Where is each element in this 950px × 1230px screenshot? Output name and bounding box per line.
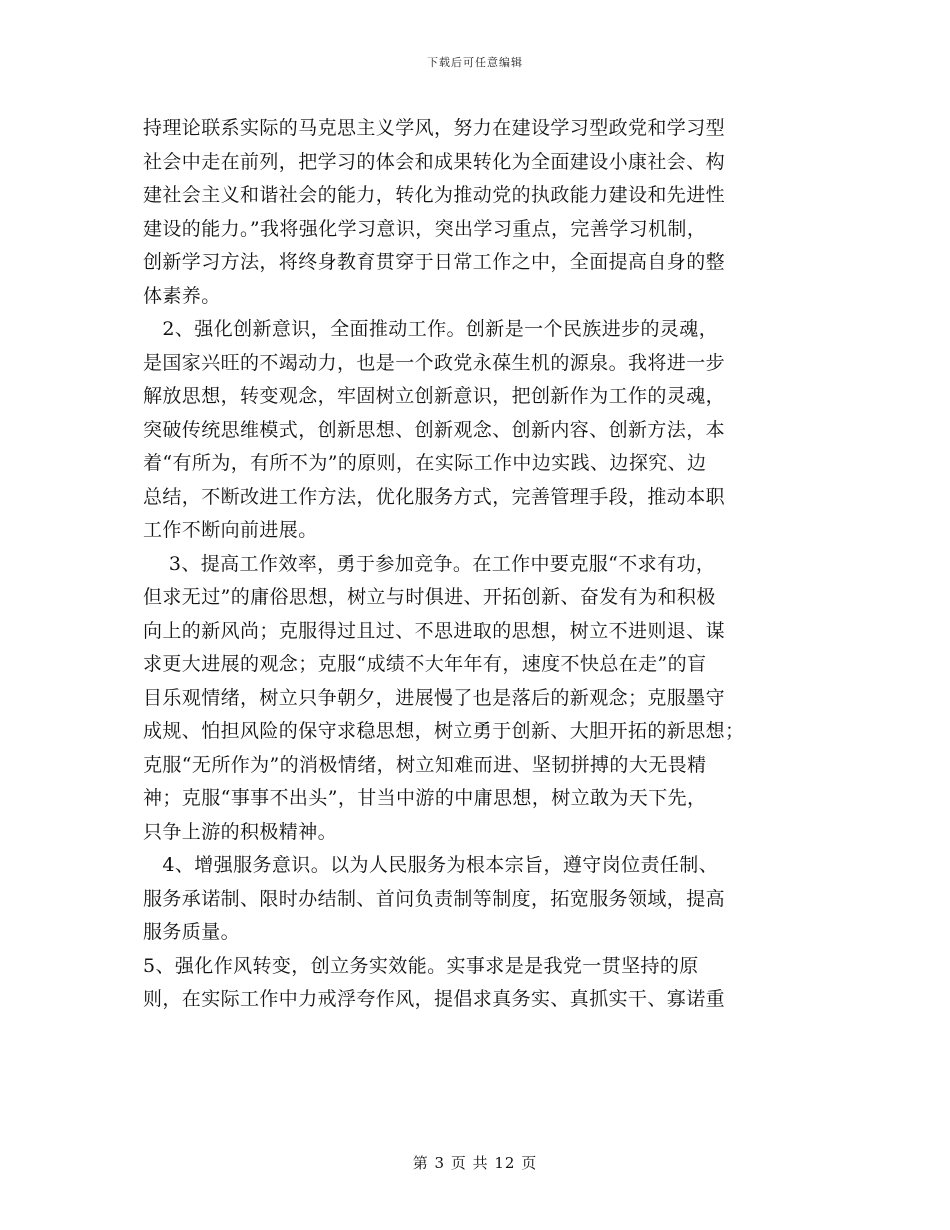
text-line: 5、强化作风转变，创立务实效能。实事求是是我党一贯坚持的原 <box>143 954 699 977</box>
text-line: 服务承诺制、限时办结制、首问负责制等制度，拓宽服务领域，提高 <box>143 887 726 910</box>
text-line: 创新学习方法，将终身教育贯穿于日常工作之中，全面提高自身的整 <box>143 251 726 273</box>
text-line: 目乐观情绪，树立只争朝夕，进展慢了也是落后的新观念；克服墨守 <box>143 686 726 709</box>
page-footer: 第 3 页 共 12 页 <box>412 1154 538 1172</box>
text-line: 着“有所为，有所不为”的原则，在实际工作中边实践、边探究、边 <box>143 452 707 474</box>
text-line: 但求无过”的庸俗思想，树立与时俱进、开拓创新、奋发有为和积极 <box>143 586 716 608</box>
text-line: 向上的新风尚；克服得过且过、不思进取的思想，树立不进则退、谋 <box>143 619 726 642</box>
text-line: 只争上游的积极精神。 <box>143 820 338 843</box>
text-line: 建设的能力。”我将强化学习意识，突出学习重点，完善学习机制， <box>143 217 707 240</box>
text-line: 神；克服“事事不出头”，甘当中游的中庸思想，树立敢为天下先， <box>143 787 707 809</box>
text-line: 总结，不断改进工作方法，优化服务方式，完善管理手段，推动本职 <box>143 485 726 508</box>
text-line: 体素养。 <box>143 284 221 307</box>
text-line: 是国家兴旺的不竭动力，也是一个政党永葆生机的源泉。我将进一步 <box>143 351 726 374</box>
text-line: 3、提高工作效率，勇于参加竞争。在工作中要克服“不求有功， <box>143 552 716 575</box>
text-line: 工作不断向前进展。 <box>143 519 318 541</box>
text-line: 求更大进展的观念；克服“成绩不大年年有，速度不快总在走”的盲 <box>143 653 707 675</box>
text-line: 解放思想，转变观念，牢固树立创新意识，把创新作为工作的灵魂， <box>143 385 726 407</box>
text-line: 突破传统思维模式，创新思想、创新观念、创新内容、创新方法，本 <box>143 418 726 441</box>
text-line: 建社会主义和谐社会的能力，转化为推动党的执政能力建设和先进性 <box>143 184 726 206</box>
text-line: 服务质量。 <box>143 921 241 943</box>
text-line: 社会中走在前列，把学习的体会和成果转化为全面建设小康社会、构 <box>143 150 726 173</box>
text-line: 持理论联系实际的马克思主义学风，努力在建设学习型政党和学习型 <box>143 117 726 139</box>
text-line: 则，在实际工作中力戒浮夸作风，提倡求真务实、真抓实干、寡诺重 <box>143 988 726 1010</box>
text-line: 克服“无所作为”的消极情绪，树立知难而进、坚韧拼搏的大无畏精 <box>143 753 707 776</box>
text-line: 4、增强服务意识。以为人民服务为根本宗旨，遵守岗位责任制、 <box>143 854 719 876</box>
document-body <box>143 112 807 1017</box>
page-header: 下载后可任意编辑 <box>427 56 523 69</box>
text-line: 2、强化创新意识，全面推动工作。创新是一个民族进步的灵魂， <box>143 318 719 340</box>
text-line: 成规、怕担风险的保守求稳思想，树立勇于创新、大胆开拓的新思想； <box>143 720 745 742</box>
